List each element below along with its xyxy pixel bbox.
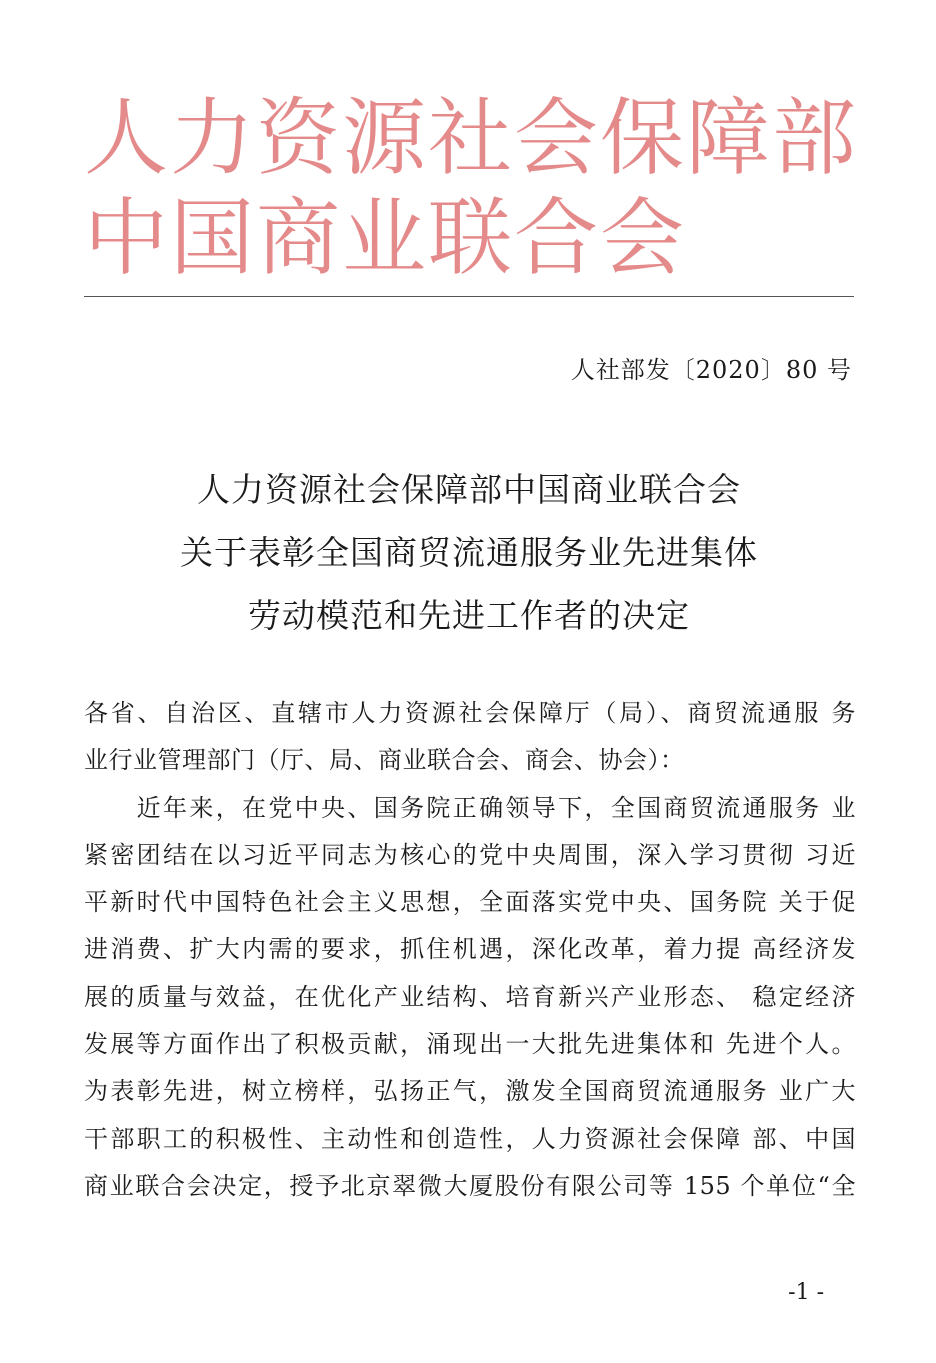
body-line: 为表彰先进，树立榜样，弘扬正气，激发全国商贸流通服务 业广大 [84,1077,856,1106]
issuer-header-line-2: 中国商业联合会 [84,189,687,287]
header-divider [84,296,854,297]
page-number: -1 - [788,1280,824,1305]
body-line: 进消费、扩大内需的要求，抓住机遇，深化改革，着力提 高经济发 [84,935,856,964]
title-line-1: 人力资源社会保障部中国商业联合会 [197,470,741,509]
body-line: 发展等方面作出了积极贡献，涌现出一大批先进集体和 先进个人。 [84,1030,856,1059]
body-line: 展的质量与效益，在优化产业结构、培育新兴产业形态、 稳定经济 [84,982,856,1011]
document-body [84,690,856,1210]
document-title [84,458,854,647]
body-line: 近年来，在党中央、国务院正确领导下，全国商贸流通服务 业 [84,793,856,822]
body-line: 干部职工的积极性、主动性和创造性，人力资源社会保障 部、中国 [84,1124,856,1153]
body-line: 紧密团结在以习近平同志为核心的党中央周围，深入学习贯彻 习近 [84,840,856,869]
body-line: 商业联合会决定，授予北京翠微大厦股份有限公司等 155 个单位“全 [84,1171,856,1200]
body-line: 业行业管理部门（厅、局、商业联合会、商会、协会）： [84,746,685,775]
body-line: 平新时代中国特色社会主义思想，全面落实党中央、国务院 关于促 [84,888,856,917]
issuer-header-line-1: 人力资源社会保障部 [84,89,859,187]
title-line-2: 关于表彰全国商贸流通服务业先进集体 [180,533,758,572]
title-line-3: 劳动模范和先进工作者的决定 [248,596,690,635]
document-number: 人社部发〔2020〕80 号 [570,356,852,384]
body-line: 各省、自治区、直辖市人力资源社会保障厅（局）、商贸流通服 务 [84,699,856,727]
